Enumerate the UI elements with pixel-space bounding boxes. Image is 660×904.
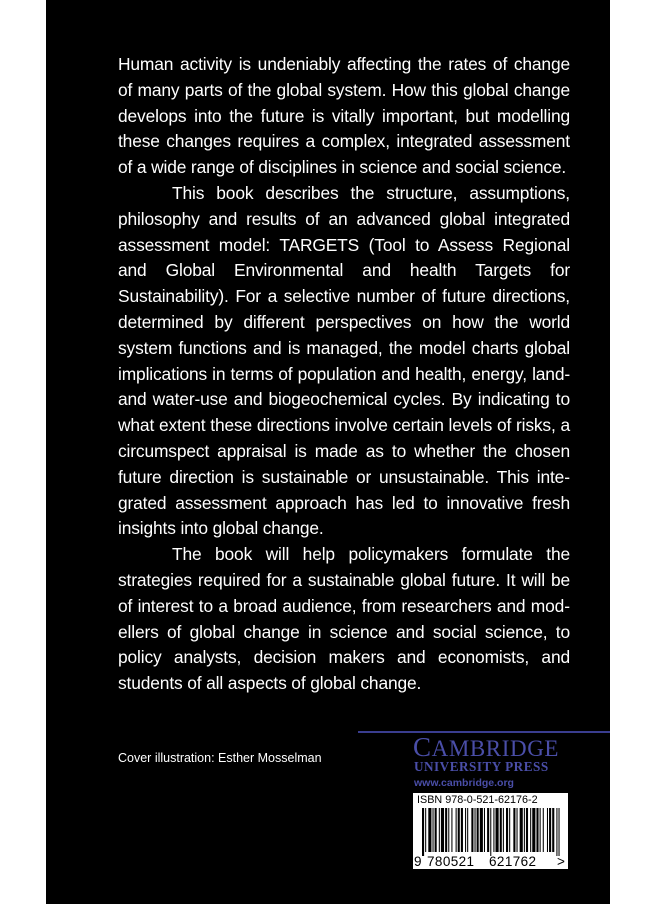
isbn-barcode — [413, 793, 568, 869]
ean-lead-digit: 9 — [414, 854, 422, 869]
back-cover — [46, 0, 610, 904]
isbn-label: ISBN 978-0-521-62176-2 — [417, 794, 538, 806]
publisher-logo-name — [413, 732, 560, 762]
blurb-paragraph-3: The book will help policymakers formulate the strategies required for a sustainable global future. It will be of interest to a broad audience, from researchers and modellers of global change in science and social science, to policy analysts, decision makers and economists, and students of all aspects of global change. — [118, 544, 570, 694]
blurb-paragraph-1: Human activity is undeniably affecting the rates of change of many parts of the global system. How this global change develops into the future is vitally important, but modelling these changes requires a complex, integrated assessment of a wide range of disciplines in science and social science. — [118, 54, 570, 178]
publisher-rule — [358, 731, 610, 733]
publisher-subtitle: UNIVERSITY PRESS — [414, 759, 549, 774]
blurb-text — [118, 52, 570, 697]
publisher-block — [358, 731, 610, 871]
barcode-bars-icon — [421, 808, 561, 856]
ean-left-digits: 780521 — [427, 854, 475, 869]
blurb-paragraph-2: This book describes the structure, assumptions, philosophy and results of an advanced global integrated assessment model: TARGETS (Tool to Assess Regional and Global Environmental and health Targets for Sustainability). For a selective number of future directions, determined by different perspectives on how the world system functions and is managed, the model charts global implications in terms of population and health, energy, land- and water-use and biogeochemical cycles. By indicating to what extent these directions involve certain levels of risks, a circumspect appraisal is made as to whether the chosen future direction is sustainable or unsustainable. This integrated assessment approach has led to innovative fresh insights into global change. — [118, 182, 570, 539]
ean-right-digits: 621762 — [489, 854, 537, 869]
ean-quiet-zone-mark: > — [557, 854, 566, 869]
publisher-url: www.cambridge.org — [414, 777, 514, 789]
cover-illustration-credit: Cover illustration: Esther Mosselman — [118, 751, 322, 765]
publisher-name-rest: AMBRIDGE — [431, 736, 560, 761]
publisher-name-initial: C — [413, 732, 432, 762]
